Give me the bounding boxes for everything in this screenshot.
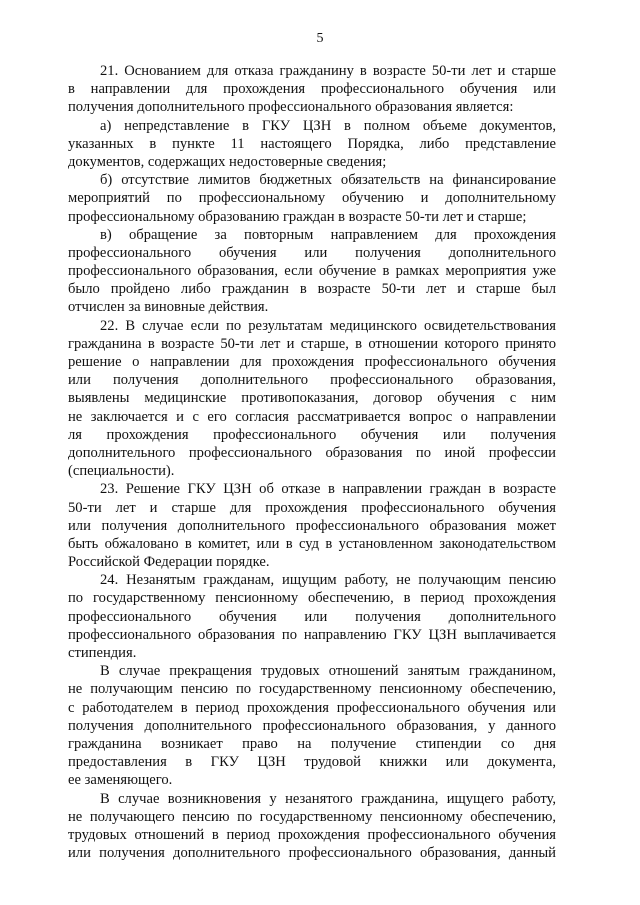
- para-21: [68, 62, 556, 117]
- text-line: 50-ти лет и старше для прохождения профессионального обучения: [68, 499, 556, 516]
- para-21a: [68, 117, 556, 172]
- page-number: 5: [316, 31, 324, 46]
- text-line: не получающего пенсию по государственному пенсионному обеспечению,: [68, 808, 556, 825]
- text-line: профессионального обучения или получения дополнительного: [68, 608, 556, 625]
- text-line: мероприятий по профессиональному обучению и дополнительному: [68, 190, 556, 207]
- text-line: (специальности).: [68, 463, 175, 480]
- text-line: стипендия.: [68, 645, 137, 661]
- text-line: 21. Основанием для отказа гражданину в возрасте 50-ти лет и старше: [100, 63, 556, 79]
- text-line: ля прохождения профессионального обучения или получения: [68, 426, 556, 443]
- text-line: профессионального обучения или получения дополнительного: [68, 244, 556, 261]
- text-line: не заключается и с его согласия рассматривается вопрос о направлении: [68, 408, 556, 425]
- document-body: [68, 62, 556, 862]
- para-24-termination: [68, 662, 556, 789]
- text-line: гражданина возникает право на получение стипендии со дня: [68, 735, 556, 752]
- text-line: дополнительного профессионального образования по иной профессии: [68, 444, 556, 461]
- text-line: профессионального образования, если обучение в рамках мероприятия уже: [68, 263, 556, 280]
- text-line: или получения дополнительного профессионального образования может: [68, 517, 556, 534]
- text-line: быть обжаловано в комитет, или в суд в установленном законодательством: [68, 535, 556, 552]
- text-line: профессионального образования по направлению ГКУ ЦЗН выплачивается: [68, 626, 556, 643]
- para-24: [68, 571, 556, 662]
- text-line: в направлении для прохождения профессионального обучения или: [68, 81, 556, 98]
- text-line: 24. Незанятым гражданам, ищущим работу, не получающим пенсию: [100, 572, 556, 589]
- text-line: было пройдено либо гражданин в возрасте 50-ти лет и старше был: [68, 281, 556, 298]
- para-22: [68, 317, 556, 481]
- text-line: получения дополнительного профессионального образования является:: [68, 99, 514, 116]
- text-line: ее заменяющего.: [68, 772, 173, 789]
- text-line: трудовых отношений в период прохождения профессионального обучения: [68, 826, 556, 843]
- text-line: с работодателем в период прохождения профессионального обучения или: [68, 699, 556, 716]
- para-21c: [68, 226, 556, 317]
- text-line: или получения дополнительного профессионального образования,: [68, 372, 556, 389]
- text-line: не получающим пенсию по государственному пенсионному обеспечению,: [68, 681, 556, 698]
- text-line: профессиональному образованию граждан в возрасте 50-ти лет и старше;: [68, 208, 527, 225]
- text-line: указанных в пункте 11 настоящего Порядка, либо представление: [68, 135, 556, 152]
- text-line: выявлены медицинские противопоказания, договор обучения с ним: [68, 390, 556, 407]
- text-line: в) обращение за повторным направлением для прохождения: [100, 226, 556, 243]
- text-line: решение о направлении для прохождения профессионального обучения: [68, 354, 556, 370]
- para-23: [68, 480, 556, 571]
- text-line: 23. Решение ГКУ ЦЗН об отказе в направлении граждан в возрасте: [100, 481, 556, 498]
- text-line: В случае прекращения трудовых отношений занятым гражданином,: [100, 663, 556, 680]
- text-line: а) непредставление в ГКУ ЦЗН в полном объеме документов,: [100, 117, 556, 134]
- text-line: предоставления в ГКУ ЦЗН трудовой книжки или документа,: [68, 754, 556, 771]
- text-line: б) отсутствие лимитов бюджетных обязательств на финансирование: [100, 172, 556, 189]
- text-line: документов, содержащих недостоверные сведения;: [68, 153, 387, 170]
- para-21b: [68, 171, 556, 226]
- text-line: по государственному пенсионному обеспечению, в период прохождения: [68, 590, 556, 607]
- text-line: гражданина в возрасте 50-ти лет и старше, в отношении которого принято: [68, 335, 556, 352]
- text-line: отчислен за виновные действия.: [68, 299, 269, 316]
- text-line: Российской Федерации порядке.: [68, 554, 270, 571]
- para-24-emergence: [68, 790, 556, 863]
- text-line: получения дополнительного профессионального образования, у данного: [68, 717, 556, 734]
- text-line: или получения дополнительного профессионального образования, данный: [68, 845, 556, 862]
- text-line: В случае возникновения у незанятого гражданина, ищущего работу,: [100, 790, 556, 807]
- text-line: 22. В случае если по результатам медицинского освидетельствования: [100, 317, 556, 334]
